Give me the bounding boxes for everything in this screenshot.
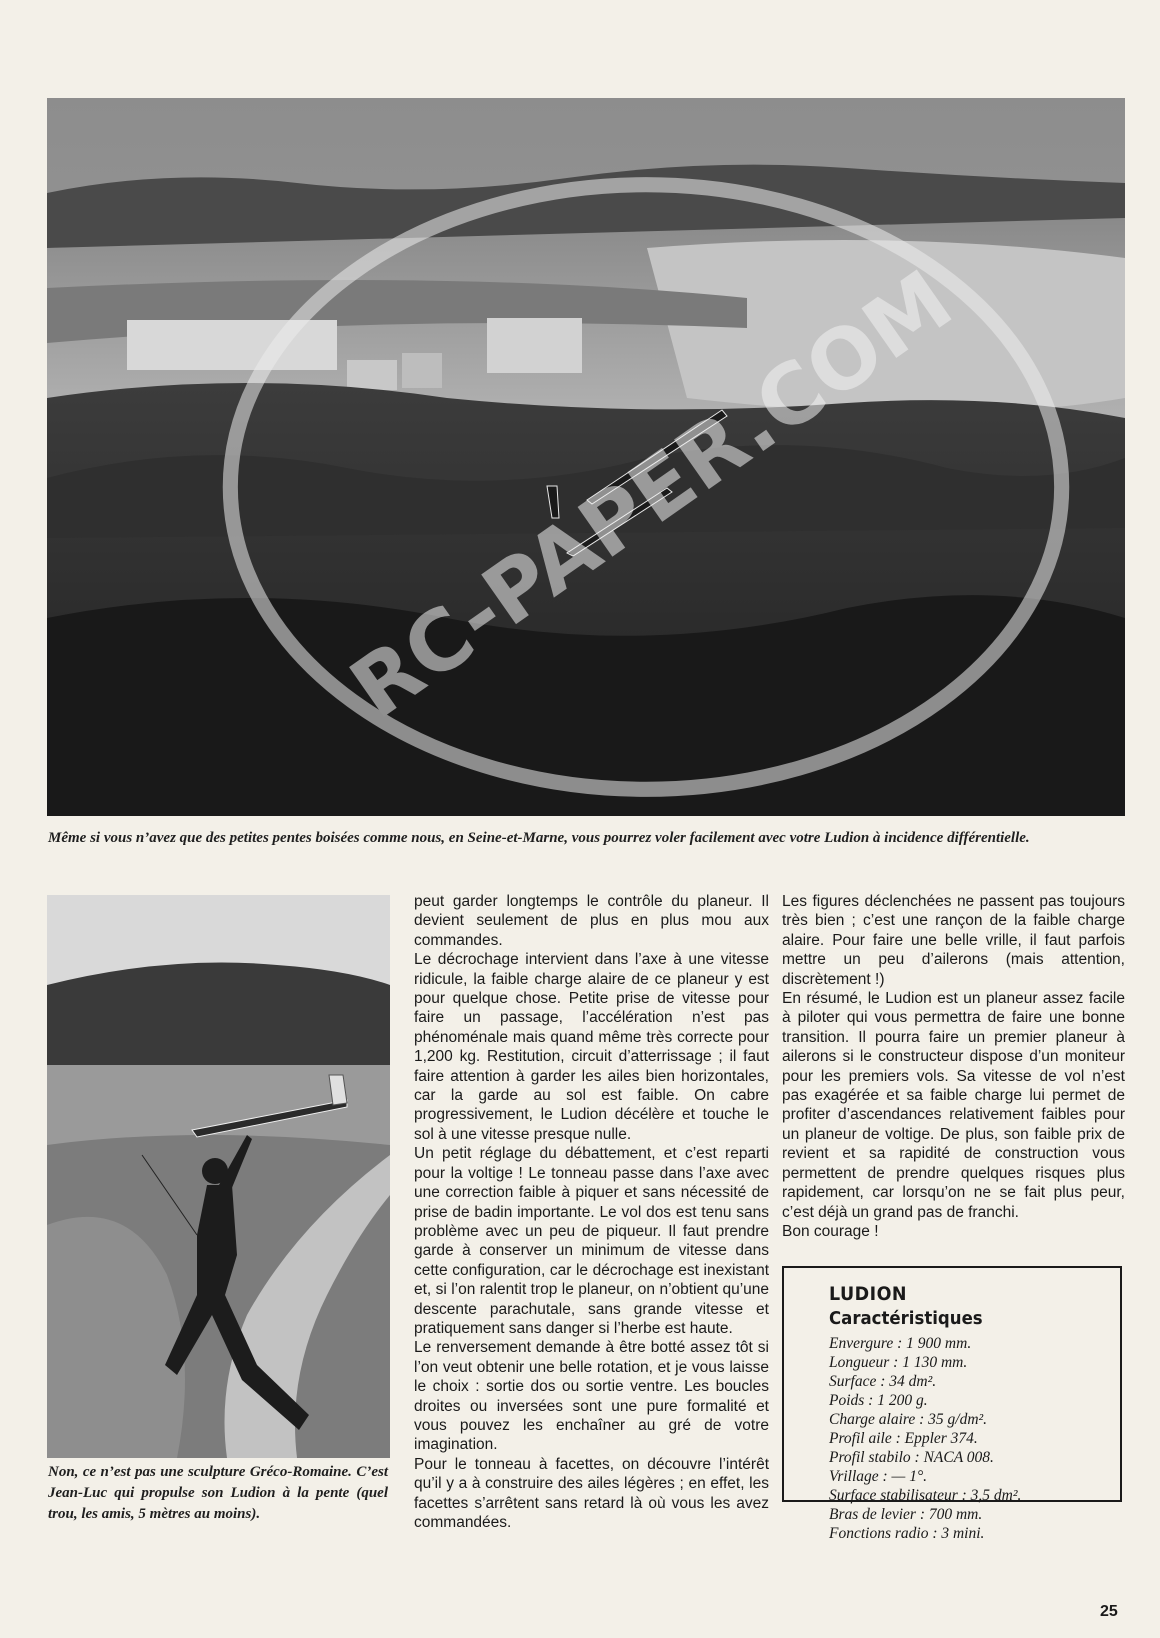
rc-paper-watermark-logo	[107, 128, 1125, 816]
spec-line: Envergure : 1 900 mm.	[829, 1335, 972, 1352]
article-column-right	[782, 892, 1125, 1241]
spec-line: Poids : 1 200 g.	[829, 1392, 928, 1409]
watermark-text: RC-PAPER.COM	[333, 251, 970, 738]
photo-caption-left: Non, ce n’est pas une sculpture Gréco-Romaine. C’est Jean-Luc qui propulse son Ludion à la pente (quel trou, les amis, 5 mètres au moins).	[48, 1464, 388, 1522]
paragraph: Pour le tonneau à facettes, on découvre l’intérêt qu’il y a à construire des ailes légères ; en effet, les facettes s’arrêtent sans retard là où vous les avez commandées.	[414, 1455, 769, 1531]
article-column-middle	[414, 892, 769, 1532]
paragraph: Le décrochage intervient dans l’axe à une vitesse ridicule, la faible charge alaire de ce planeur y est pour quelque chose. Petite prise de vitesse pour faire un passage, l’accélération n’est pas phénoménale mais quand même très correcte pour 1,200 kg. Restitution, circuit d’atterrissage ; il faut faire attention à garder les ailes bien horizontales, car la garde au sol est faible. On cabre progressivement, le Ludion décélère et touche le sol à une vitesse presque nulle.	[414, 951, 769, 1143]
paragraph: peut garder longtemps le contrôle du planeur. Il devient seulement de plus en plus mou aux commandes.	[414, 893, 769, 949]
spec-line: Surface stabilisateur : 3,5 dm².	[829, 1487, 1022, 1504]
paragraph: Bon courage !	[782, 1222, 879, 1240]
paragraph: Un petit réglage du débattement, et c’est reparti pour la voltige ! Le tonneau passe dans l’axe avec une correction faible à piquer et sans nécessité de prise de badin importante. Le vol dos est tenu sans problème avec un peu de piqueur. Il faut prendre garde à conserver un minimum de vitesse dans cette configuration, car le décrochage est inexistant et, si l’on ralentit trop le planeur, on n’obtient qu’une descente parachutale, sans grande vitesse et pratiquement sans danger si l’herbe est haute.	[414, 1145, 769, 1337]
paragraph: En résumé, le Ludion est un planeur assez facile à piloter qui vous permettra de faire une bonne transition. Il pourra faire un premier planeur à ailerons si le constructeur dispose d’un moniteur pour les premiers vols. Sa vitesse de vol n’est pas exagérée et sa faible charge lui permet de profiter d’ascendances relativement faibles pour un planeur de voltige. De plus, son faible prix de revient et sa rapidité de construction vous permettent de prendre quelques risques plus rapidement, car lorsqu’on ne se fait plus peur, c’est déjà un grand pas de franchi.	[782, 990, 1125, 1221]
spec-line: Charge alaire : 35 g/dm².	[829, 1411, 988, 1428]
specs-subtitle: Caractéristiques	[829, 1308, 983, 1329]
man-launching-glider-photo	[47, 895, 390, 1458]
spec-line: Profil aile : Eppler 374.	[829, 1430, 978, 1447]
paragraph: Le renversement demande à être botté assez tôt si l’on veut obtenir une belle rotation, et je vous laisse le choix : sortie dos ou sortie ventre. Les boucles droites ou inversées sont une pure formalité et vous pouvez les enchaîner au gré de votre imagination.	[414, 1339, 769, 1454]
spec-line: Bras de levier : 700 mm.	[829, 1506, 983, 1523]
page-number: 25	[1100, 1603, 1118, 1620]
spec-line: Surface : 34 dm².	[829, 1373, 937, 1390]
spec-line: Longueur : 1 130 mm.	[829, 1354, 968, 1371]
specifications-box	[782, 1266, 1122, 1542]
glider-landscape-photo	[47, 98, 1125, 816]
spec-line: Fonctions radio : 3 mini.	[829, 1525, 985, 1542]
specs-title: LUDION	[829, 1283, 907, 1305]
photo-caption-top: Même si vous n’avez que des petites pentes boisées comme nous, en Seine-et-Marne, vous pourrez voler facilement avec votre Ludion à incidence différentielle.	[48, 830, 1030, 846]
spec-line: Vrillage : — 1°.	[829, 1468, 928, 1485]
spec-line: Profil stabilo : NACA 008.	[829, 1449, 994, 1466]
paragraph: Les figures déclenchées ne passent pas toujours très bien ; c’est une rançon de la faible charge alaire. Pour faire une belle vrille, il faut parfois mettre un peu d’ailerons (mais attention, discrètement !)	[782, 893, 1125, 988]
